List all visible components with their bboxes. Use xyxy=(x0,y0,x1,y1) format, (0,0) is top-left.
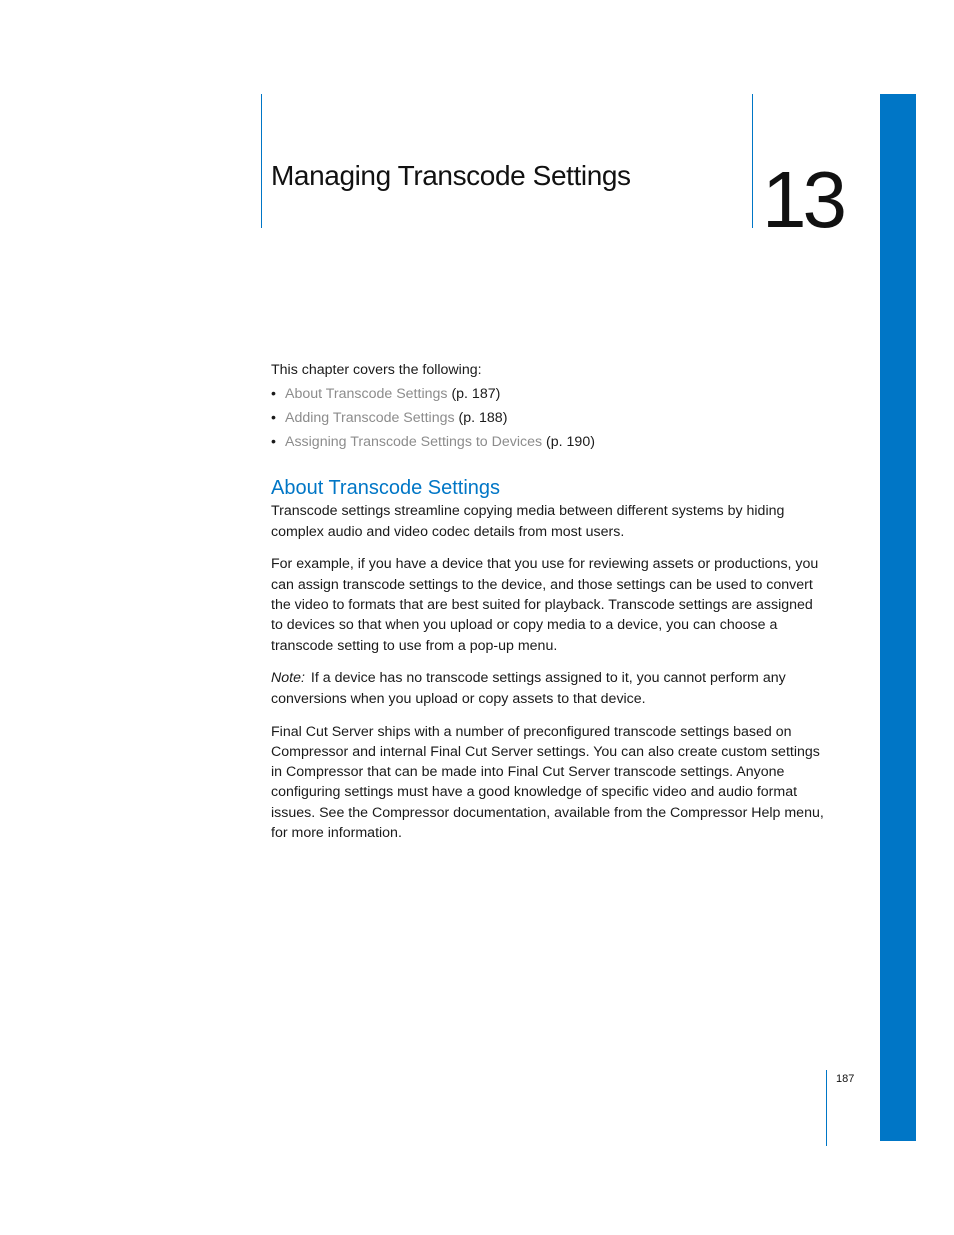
note-text: If a device has no transcode settings assigned to it, you cannot perform any conversions when you upload or copy assets to that device. xyxy=(271,670,786,707)
chapter-intro: This chapter covers the following: xyxy=(271,362,482,378)
note-paragraph xyxy=(271,668,826,709)
page-number: 187 xyxy=(836,1073,855,1085)
toc-link-assigning[interactable]: Assigning Transcode Settings to Devices xyxy=(285,433,543,450)
bullet: • xyxy=(271,409,276,426)
body-paragraph: Final Cut Server ships with a number of preconfigured transcode settings based on Compressor and internal Final Cut Server settings. You can also create custom settings in Compressor that can be made into Final Cut Server transcode settings. Anyone configuring settings must have a good knowledge of specific video and audio format issues. See the Compressor documentation, available from the Compressor Help menu, for more information. xyxy=(271,723,824,842)
toc-item xyxy=(271,384,826,408)
toc-page-ref: (p. 190) xyxy=(546,433,595,450)
section-heading: About Transcode Settings xyxy=(271,477,501,500)
note-label: Note: xyxy=(271,670,305,687)
body-paragraph: Transcode settings streamline copying media between different systems by hiding complex audio and video codec details from most users. xyxy=(271,503,785,540)
chapter-toc xyxy=(271,384,826,455)
toc-page-ref: (p. 187) xyxy=(451,386,501,403)
chapter-tab xyxy=(880,94,916,1141)
title-rule xyxy=(261,94,262,228)
chapter-title: Managing Transcode Settings xyxy=(271,160,631,191)
body-paragraph: For example, if you have a device that you use for reviewing assets or productions, you can assign transcode settings to the device, and those settings can be used to convert the video to formats that are best suited for playback. Transcode settings are assigned to devices so that when you upload or copy media to a device, you can choose a transcode setting to use from a pop-up menu. xyxy=(271,556,819,654)
toc-item xyxy=(271,432,826,456)
folio-rule xyxy=(826,1070,827,1146)
toc-link-adding[interactable]: Adding Transcode Settings xyxy=(285,409,455,426)
chapter-number-rule xyxy=(752,94,753,228)
toc-page-ref: (p. 188) xyxy=(458,409,508,426)
chapter-number: 13 xyxy=(762,155,843,244)
bullet: • xyxy=(271,433,276,450)
toc-item xyxy=(271,408,826,432)
toc-link-about[interactable]: About Transcode Settings xyxy=(285,386,448,403)
bullet: • xyxy=(271,386,276,403)
page-content xyxy=(271,360,826,856)
